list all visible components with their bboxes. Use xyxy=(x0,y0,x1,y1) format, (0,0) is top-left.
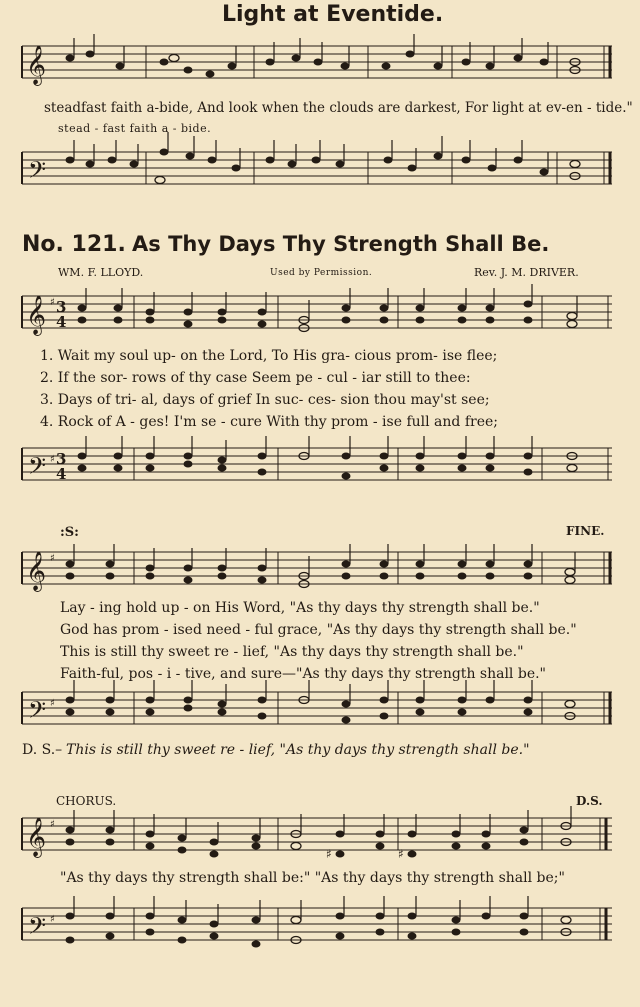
svg-text:4: 4 xyxy=(56,313,67,331)
staff-system-1-treble xyxy=(0,284,640,344)
staff-system-1-bass xyxy=(0,436,640,496)
svg-text:𝄢: 𝄢 xyxy=(28,912,47,945)
verse-1-part-2: Lay - ing hold up - on His Word, "As thy days thy strength shall be." xyxy=(60,600,540,616)
top-piece-title: Light at Eventide. xyxy=(222,2,444,27)
svg-text:♯: ♯ xyxy=(50,914,55,925)
ds-label: D. S.– xyxy=(22,742,63,758)
svg-text:𝄢: 𝄢 xyxy=(28,696,47,729)
svg-text:3: 3 xyxy=(56,450,67,468)
top-piece-sub-lyric: stead - fast faith a - bide. xyxy=(58,122,212,135)
verse-3-part-1: 3. Days of tri- al, days of grief In suc- ces- sion thou may'st see; xyxy=(40,392,490,408)
verse-4-part-2: Faith-ful, pos - i - tive, and sure—"As thy days thy strength shall be." xyxy=(60,666,546,682)
verse-1-part-1: 1. Wait my soul up- on the Lord, To His gra- cious prom- ise flee; xyxy=(40,348,498,364)
composer: WM. F. LLOYD. xyxy=(58,266,144,279)
svg-text:𝄞: 𝄞 xyxy=(26,295,47,335)
svg-text:𝄞: 𝄞 xyxy=(26,45,47,85)
svg-text:♯: ♯ xyxy=(50,819,55,830)
svg-text:♯: ♯ xyxy=(398,847,404,861)
top-piece-lyric: steadfast faith a-bide, And look when the clouds are darkest, For light at ev-en - tide." xyxy=(44,100,633,116)
svg-text:♯: ♯ xyxy=(50,297,55,308)
chorus-label: CHORUS. xyxy=(56,794,117,808)
ds-mark: D.S. xyxy=(576,794,603,808)
verse-4-part-1: 4. Rock of A - ges! I'm se - cure With thy prom - ise full and free; xyxy=(40,414,498,430)
ds-text: This is still thy sweet re - lief, "As thy days thy strength shall be." xyxy=(66,742,530,758)
staff-system-top-bass xyxy=(0,140,640,200)
fine-mark: FINE. xyxy=(566,524,605,538)
svg-text:♯: ♯ xyxy=(50,698,55,709)
verse-3-part-2: This is still thy sweet re - lief, "As thy days thy strength shall be." xyxy=(60,644,524,660)
staff-system-top-treble xyxy=(0,38,640,98)
svg-text:𝄢: 𝄢 xyxy=(28,156,47,189)
verse-2-part-1: 2. If the sor- rows of thy case Seem pe - cul - iar still to thee: xyxy=(40,370,471,386)
author: Rev. J. M. DRIVER. xyxy=(474,266,579,279)
svg-text:𝄢: 𝄢 xyxy=(28,452,47,485)
chorus-lyric: "As thy days thy strength shall be:" "As thy days thy strength shall be;" xyxy=(60,870,565,886)
svg-text:♯: ♯ xyxy=(50,553,55,564)
svg-text:𝄞: 𝄞 xyxy=(26,817,47,857)
staff-system-2-bass xyxy=(0,680,640,740)
hymn-number: No. 121. xyxy=(22,232,126,257)
svg-text:4: 4 xyxy=(56,465,67,483)
verse-2-part-2: God has prom - ised need - ful grace, "As thy days thy strength shall be." xyxy=(60,622,577,638)
staff-chorus-bass xyxy=(0,896,640,966)
staff-chorus-treble xyxy=(0,806,640,866)
svg-text:♯: ♯ xyxy=(326,847,332,861)
hymn-title: As Thy Days Thy Strength Shall Be. xyxy=(132,232,550,256)
svg-text:♯: ♯ xyxy=(50,454,55,465)
svg-text:3: 3 xyxy=(56,298,67,316)
segno-mark: :S: xyxy=(60,525,79,540)
svg-text:𝄞: 𝄞 xyxy=(26,551,47,591)
permission-note: Used by Permission. xyxy=(270,268,373,278)
